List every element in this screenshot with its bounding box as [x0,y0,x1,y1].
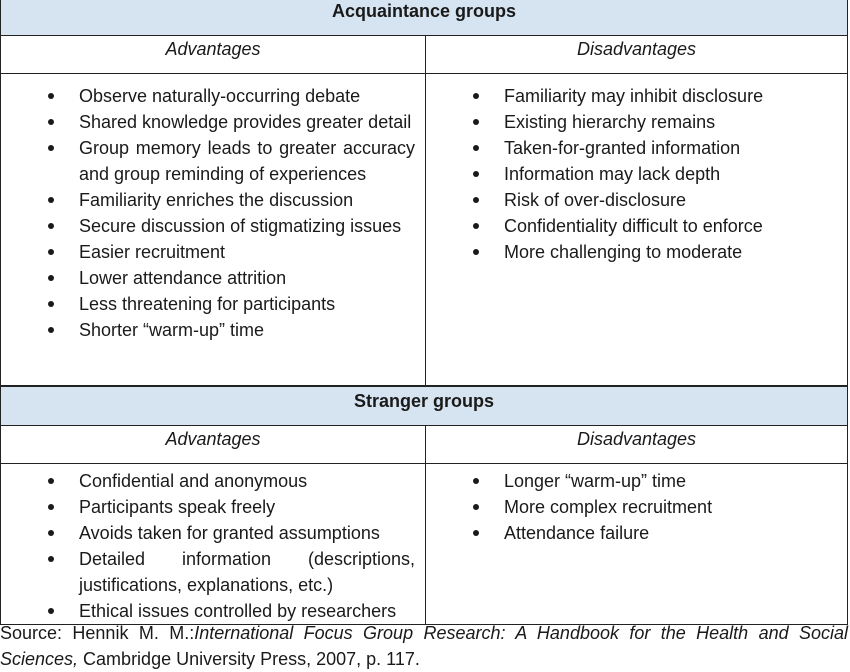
list-item: Less threatening for participants [79,291,415,317]
list-item: Taken-for-granted information [504,135,837,161]
stranger-groups-title: Stranger groups [353,391,495,411]
list-item: Attendance failure [504,520,837,546]
bullet-icon [48,327,54,333]
bullet-icon [48,530,54,536]
acquaintance-disadvantages-list [426,83,847,265]
bullet-icon [48,504,54,510]
stranger-disadvantages-list [426,468,847,546]
list-item: Confidentiality difficult to enforce [504,213,837,239]
acquaintance-advantages-label: Advantages [1,36,426,73]
acquaintance-advantages-cell [1,74,426,385]
bullet-icon [48,275,54,281]
acquaintance-groups-title: Acquaintance groups [331,1,517,21]
stranger-advantages-label: Advantages [1,426,426,463]
bullet-icon [48,301,54,307]
bullet-icon [48,197,54,203]
bullet-icon [48,478,54,484]
list-item: Avoids taken for granted assumptions [79,520,415,546]
list-item: Familiarity enriches the discussion [79,187,415,213]
bullet-icon [48,608,54,614]
list-item: Confidential and anonymous [79,468,415,494]
acquaintance-disadvantages-cell [426,74,847,385]
list-item: Easier recruitment [79,239,415,265]
stranger-advantages-cell [1,464,426,624]
stranger-disadvantages-cell [426,464,847,624]
source-prefix: Source: Hennik M. M.: [0,623,195,643]
source-book-title: International Focus Group Research: A Handbook for the Health and Social Sciences, [0,623,849,669]
bullet-icon [473,197,479,203]
acquaintance-advantages-list [1,83,425,343]
list-item: Observe naturally-occurring debate [79,83,415,109]
list-item: Detailed information (descriptions, justifications, explanations, etc.) [79,546,415,598]
bullet-icon [473,504,479,510]
acquaintance-groups-header [0,0,848,36]
stranger-advantages-list [1,468,425,624]
source-citation [0,620,848,672]
stranger-disadvantages-label: Disadvantages [576,429,697,449]
list-item: Secure discussion of stigmatizing issues [79,213,415,239]
stranger-subheader-row [0,426,848,464]
bullet-icon [473,145,479,151]
bullet-icon [48,145,54,151]
bullet-icon [473,530,479,536]
list-item: Ethical issues controlled by researchers [79,598,415,624]
bullet-icon [473,249,479,255]
list-item: Shared knowledge provides greater detail [79,109,415,135]
bullet-icon [48,249,54,255]
bullet-icon [473,223,479,229]
bullet-icon [473,93,479,99]
source-suffix: Cambridge University Press, 2007, p. 117. [78,649,420,669]
bullet-icon [48,223,54,229]
list-item: More challenging to moderate [504,239,837,265]
bullet-icon [48,93,54,99]
list-item: Participants speak freely [79,494,415,520]
bullet-icon [473,119,479,125]
bullet-icon [473,171,479,177]
acquaintance-body-row [0,74,848,386]
stranger-body-row [0,464,848,625]
list-item: Risk of over-disclosure [504,187,837,213]
acquaintance-subheader-row [0,36,848,74]
list-item: Shorter “warm-up” time [79,317,415,343]
list-item: Group memory leads to greater accuracy and group reminding of experiences [79,135,415,187]
list-item: Familiarity may inhibit disclosure [504,83,837,109]
bullet-icon [48,556,54,562]
stranger-groups-header [0,386,848,426]
list-item: Existing hierarchy remains [504,109,837,135]
list-item: Lower attendance attrition [79,265,415,291]
bullet-icon [473,478,479,484]
list-item: Longer “warm-up” time [504,468,837,494]
bullet-icon [48,119,54,125]
acquaintance-disadvantages-label: Disadvantages [576,39,697,59]
list-item: Information may lack depth [504,161,837,187]
list-item: More complex recruitment [504,494,837,520]
